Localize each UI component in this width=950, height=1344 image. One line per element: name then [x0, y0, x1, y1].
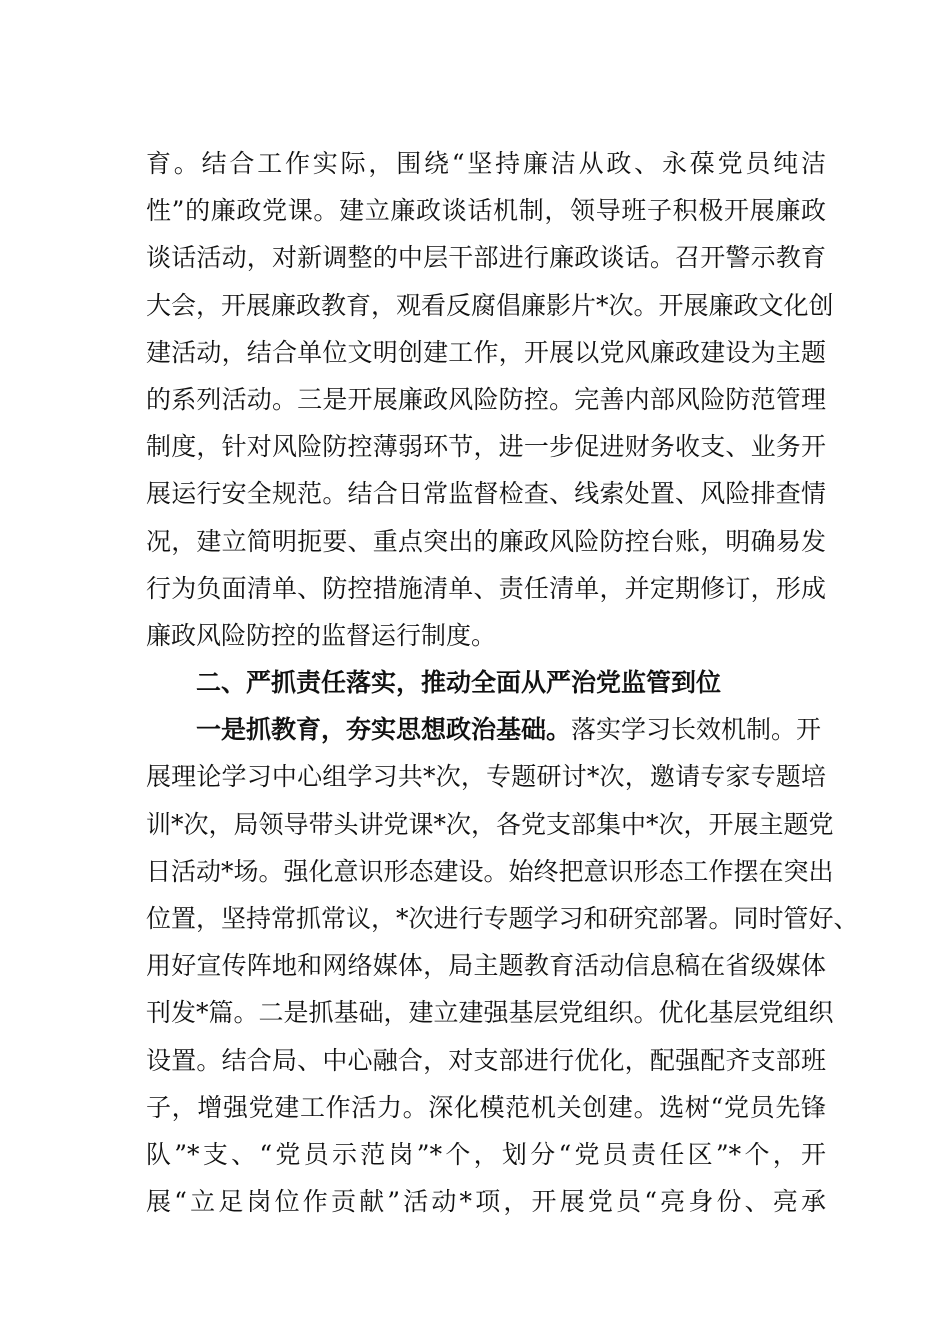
- paragraph-first-line: [146, 706, 826, 753]
- paragraph-line: 日活动*场。强化意识形态建设。始终把意识形态工作摆在突出: [146, 856, 834, 886]
- paragraph-line: 位置，坚持常抓常议，*次进行专题学习和研究部署。同时管好、: [146, 904, 859, 933]
- paragraph-line: 队”*支、“党员示范岗”*个，划分“党员责任区”*个，开: [146, 1139, 826, 1169]
- paragraph-line: 大会，开展廉政教育，观看反腐倡廉影片*次。开展廉政文化创: [146, 290, 834, 320]
- section-heading: 二、严抓责任落实，推动全面从严治党监管到位: [196, 668, 722, 698]
- paragraph-line: 设置。结合局、中心融合，对支部进行优化，配强配齐支部班: [146, 1045, 826, 1075]
- paragraph-line: 展“立足岗位作贡献”活动*项，开展党员“亮身份、亮承: [146, 1187, 826, 1217]
- paragraph-line: 展运行安全规范。结合日常监督检查、线索处置、风险排查情: [146, 479, 826, 509]
- paragraph-line: 建活动，结合单位文明创建工作，开展以党风廉政建设为主题: [146, 337, 826, 367]
- paragraph-line: 制度，针对风险防控薄弱环节，进一步促进财务收支、业务开: [146, 432, 826, 462]
- paragraph-line: 展理论学习中心组学习共*次，专题研讨*次，邀请专家专题培: [146, 762, 826, 792]
- document-body: [146, 140, 859, 1225]
- paragraph-line: 性”的廉政党课。建立廉政谈话机制，领导班子积极开展廉政: [146, 196, 826, 226]
- paragraph-line: 子，增强党建工作活力。深化模范机关创建。选树“党员先锋: [146, 1092, 826, 1122]
- paragraph-line: 育。结合工作实际，围绕“坚持廉洁从政、永葆党员纯洁: [146, 149, 826, 178]
- paragraph-line: 刊发*篇。二是抓基础，建立建强基层党组织。优化基层党组织: [146, 998, 834, 1028]
- lead-in-bold: 一是抓教育，夯实思想政治基础。: [196, 715, 572, 745]
- paragraph-line: 况，建立简明扼要、重点突出的廉政风险防控台账，明确易发: [146, 526, 826, 556]
- paragraph-line: 用好宣传阵地和网络媒体，局主题教育活动信息稿在省级媒体: [146, 951, 826, 981]
- paragraph-line: 谈话活动，对新调整的中层干部进行廉政谈话。召开警示教育: [146, 243, 826, 273]
- lead-in-rest: 落实学习长效机制。开: [571, 715, 822, 745]
- paragraph-line: 的系列活动。三是开展廉政风险防控。完善内部风险防范管理: [146, 384, 826, 414]
- paragraph-line: 训*次，局领导带头讲党课*次，各党支部集中*次，开展主题党: [146, 809, 834, 839]
- paragraph-line: 行为负面清单、防控措施清单、责任清单，并定期修订，形成: [146, 573, 826, 603]
- paragraph-last-line: 廉政风险防控的监督运行制度。: [146, 620, 497, 650]
